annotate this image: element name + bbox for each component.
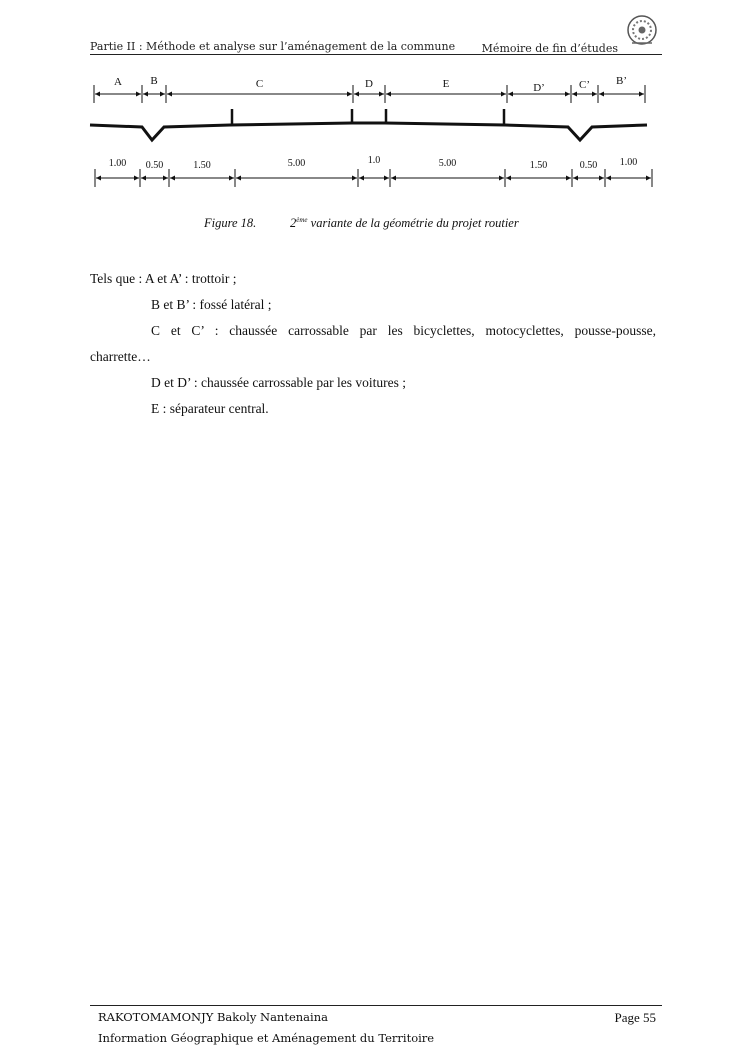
- page-number: Page 55: [614, 1010, 656, 1025]
- page-footer: [90, 1005, 662, 1045]
- legend-line: charrette…: [90, 349, 151, 364]
- header-right: Mémoire de fin d’études: [481, 42, 618, 55]
- legend-line: B et B’ : fossé latéral ;: [151, 297, 272, 312]
- legend-line: E : séparateur central.: [151, 401, 269, 416]
- top-dimension-label: D: [365, 78, 373, 90]
- road-cross-section: [80, 60, 670, 190]
- bot-dimension-label: 1.00: [619, 157, 638, 168]
- footer-program: Information Géographique et Aménagement du Territoire: [98, 1031, 435, 1045]
- university-logo-icon: [622, 12, 662, 52]
- bot-dimension-label: 1.50: [193, 160, 211, 171]
- legend-text: [90, 266, 656, 422]
- header-rule: [90, 54, 662, 55]
- footer-rule: [90, 1005, 662, 1006]
- bot-dimension-label: 1.0: [367, 155, 381, 166]
- bot-dimension-label: 5.00: [287, 158, 306, 169]
- top-dimension-label: C’: [579, 79, 590, 91]
- top-dimension-label: C: [255, 78, 264, 90]
- legend-line: C et C’ : chaussée carrossable par les bicyclettes, motocyclettes, pousse-pousse,: [151, 323, 656, 338]
- legend-line: D et D’ : chaussée carrossable par les voitures ;: [151, 375, 407, 390]
- road-profile: [90, 123, 647, 140]
- top-dimension-label: B’: [616, 75, 627, 87]
- top-dimension-label: D’: [533, 82, 545, 94]
- bot-dimension-label: 1.00: [108, 158, 127, 169]
- top-dimension-label: B: [150, 75, 158, 87]
- top-dimension-label: A: [114, 76, 122, 88]
- bot-dimension-label: 0.50: [145, 160, 164, 171]
- footer-author: RAKOTOMAMONJY Bakoly Nantenaina: [98, 1010, 328, 1024]
- bot-dimension-label: 5.00: [438, 158, 457, 169]
- top-dimension-label: E: [442, 78, 450, 90]
- caption-title: 2ème variante de la géométrie du projet routier: [290, 216, 519, 231]
- bot-dimension-label: 0.50: [579, 160, 598, 171]
- caption-number: Figure 18.: [204, 216, 257, 230]
- bot-dimension-label: 1.50: [529, 160, 548, 171]
- header-left: Partie II : Méthode et analyse sur l’aménagement de la commune: [90, 40, 456, 53]
- page-header: [90, 38, 662, 56]
- legend-line: Tels que : A et A’ : trottoir ;: [90, 271, 237, 286]
